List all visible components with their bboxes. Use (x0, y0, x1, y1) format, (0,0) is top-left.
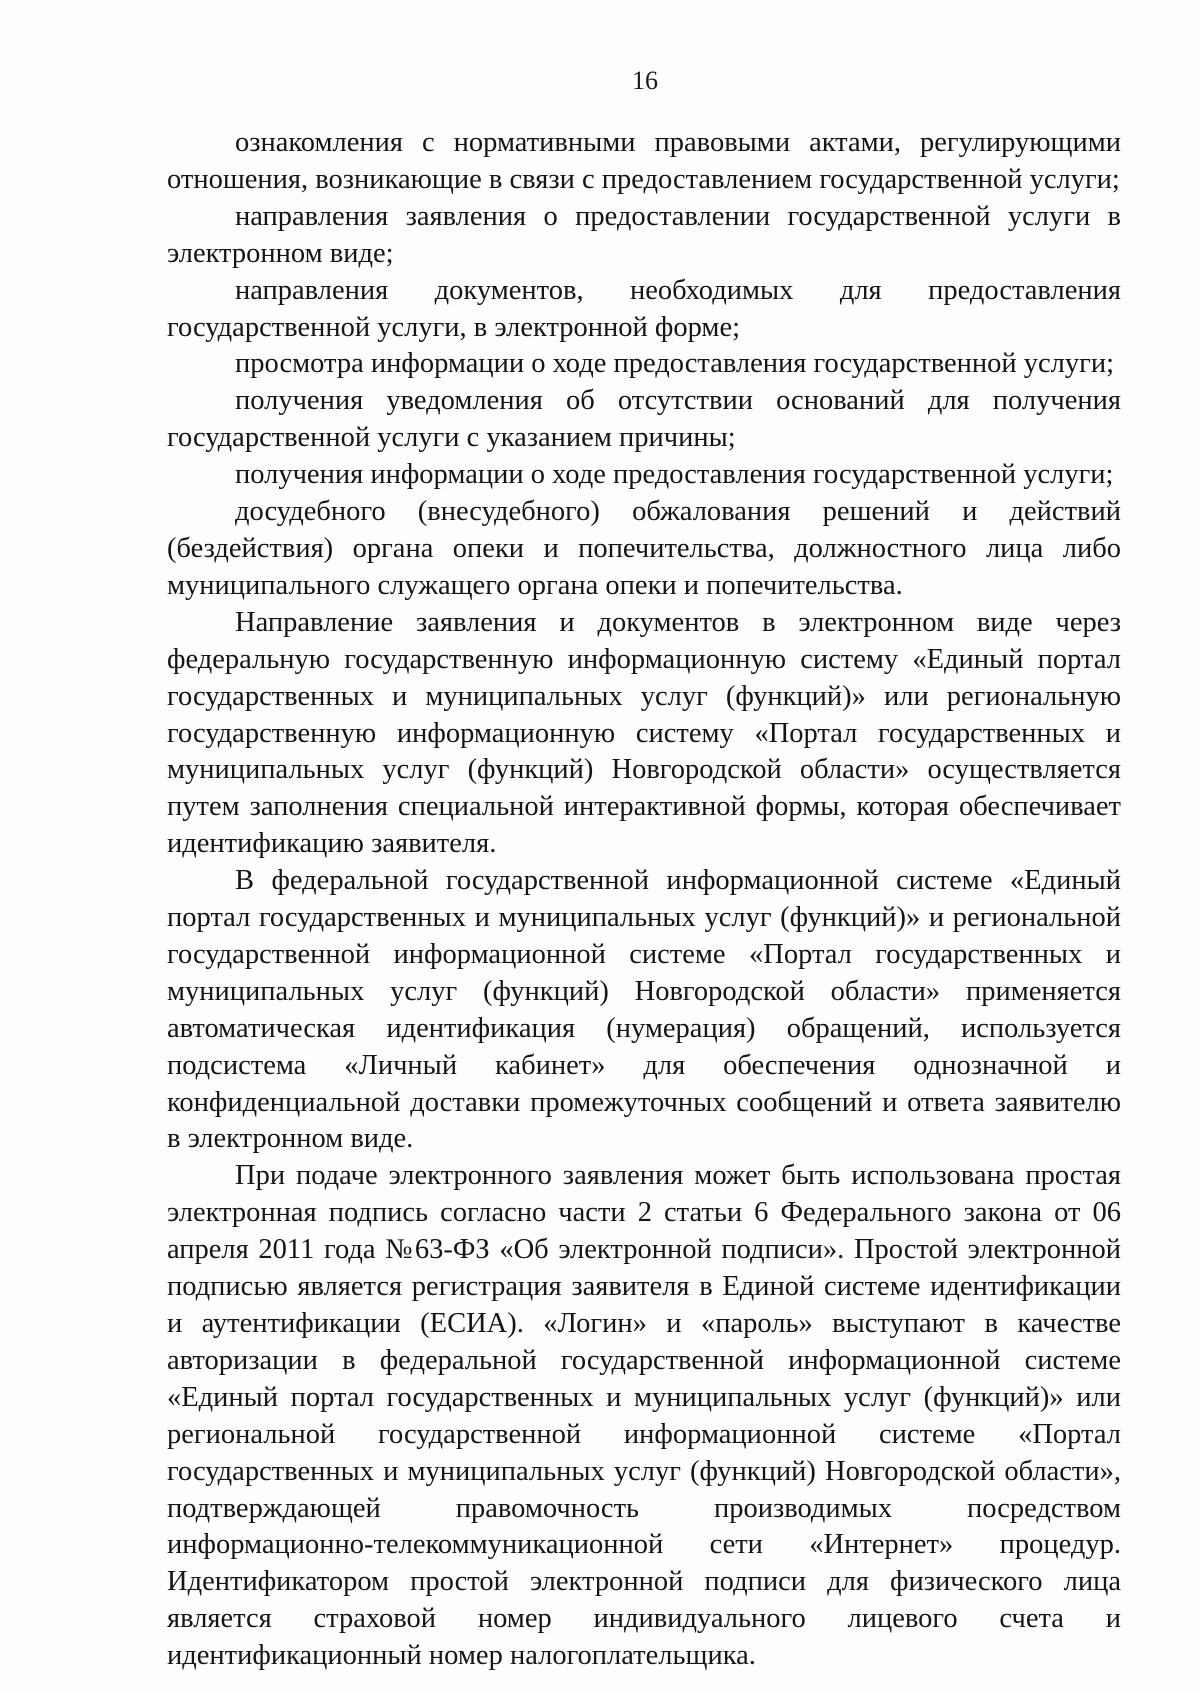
paragraph-1: ознакомления с нормативными правовыми актами, регулирующими отношения, возникающие в связи с предоставлением государственной услуги; (167, 127, 1121, 195)
paragraph-8: Направление заявления и документов в электронном виде через федеральную государственную информационную систему «Единый портал государственных и муниципальных услуг (функций)» или региональную государственную информационную систему «Портал государственных и муниципальных услуг (функций) Новгородской области» осуществляется путем заполнения специальной интерактивной формы, которая обеспечивает идентификацию заявителя. (167, 606, 1121, 860)
paragraph-10: При подаче электронного заявления может быть использована простая электронная подпись согласно части 2 статьи 6 Федерального закона от 06 апреля 2011 года №63-ФЗ «Об электронной подписи». Простой электронной подписью является регистрация заявителя в Единой системе идентификации и аутентификации (ЕСИА). «Логин» и «пароль» выступают в качестве авторизации в федеральной государственной информационной системе «Единый портал государственных и муниципальных услуг (функций)» или региональной государственной информационной системе «Портал государственных и муниципальных услуг (функций) Новгородской области», подтверждающей правомочность производимых посредством информационно-телекоммуникационной сети «Интернет» процедур. Идентификатором простой электронной подписи для физического лица является страховой номер индивидуального лицевого счета и идентификационный номер налогоплательщика. (167, 1160, 1121, 1672)
paragraph-3: направления документов, необходимых для предоставления государственной услуги, в электронной форме; (167, 274, 1121, 343)
paragraph-9: В федеральной государственной информационной системе «Единый портал государственных и муниципальных услуг (функций)» и региональной государственной информационной системе «Портал государственных и муниципальных услуг (функций) Новгородской области» применяется автоматическая идентификация (нумерация) обращений, используется подсистема «Личный кабинет» для обеспечения однозначной и конфиденциальной доставки промежуточных сообщений и ответа заявителю в электронном виде. (167, 865, 1121, 1155)
paragraph-2: направления заявления о предоставлении государственной услуги в электронном виде; (167, 200, 1121, 269)
document-body (167, 125, 1121, 1675)
paragraph-6: получения информации о ходе предоставления государственной услуги; (235, 459, 1114, 491)
paragraph-4: просмотра информации о ходе предоставления государственной услуги; (235, 348, 1115, 380)
paragraph-7: досудебного (внесудебного) обжалования решений и действий (бездействия) органа опеки и попечительства, должностного лица либо муниципального служащего органа опеки и попечительства. (167, 496, 1121, 601)
page-number: 16 (632, 66, 658, 95)
paragraph-5: получения уведомления об отсутствии оснований для получения государственной услуги с указанием причины; (167, 385, 1121, 454)
